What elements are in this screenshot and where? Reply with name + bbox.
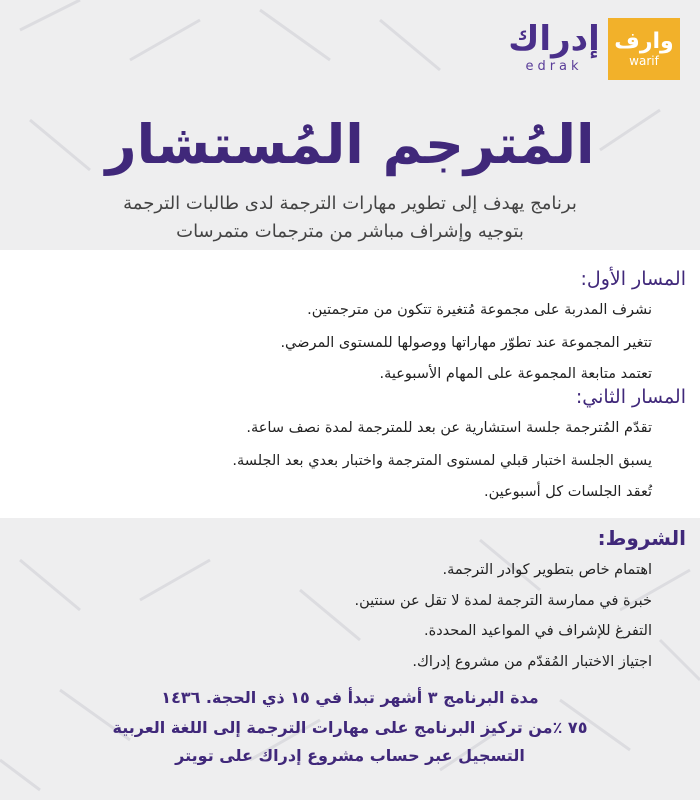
list-item: تعتمد متابعة المجموعة على المهام الأسبوعية. [379, 366, 652, 382]
page-title: المُترجم المُستشار [105, 113, 595, 176]
track-2-heading: المسار الثاني: [575, 386, 686, 408]
subtitle-line-2: بتوجيه وإشراف مباشر من مترجمات متمرسات [176, 221, 524, 242]
list-item: التفرغ للإشراف في المواعيد المحددة. [424, 623, 652, 639]
edrak-logo [508, 18, 600, 80]
edrak-logo-english: edrak [525, 59, 583, 74]
warif-logo-arabic: وارف [614, 29, 674, 54]
list-item: اهتمام خاص بتطوير كوادر الترجمة. [442, 562, 652, 578]
list-item: يسبق الجلسة اختبار قبلي لمستوى المترجمة واختبار بعدي بعد الجلسة. [232, 453, 652, 469]
program-focus: ٧٥ ٪من تركيز البرنامج على مهارات الترجمة إلى اللغة العربية [112, 718, 588, 737]
program-duration: مدة البرنامج ٣ أشهر تبدأ في ١٥ ذي الحجة. ١٤٣٦ [161, 688, 539, 707]
list-item: تقدّم المُترجمة جلسة استشارية عن بعد للمترجمة لمدة نصف ساعة. [246, 420, 652, 436]
warif-logo [608, 18, 680, 80]
list-item: اجتياز الاختبار المُقدّم من مشروع إدراك. [412, 654, 652, 670]
list-item: خبرة في ممارسة الترجمة لمدة لا تقل عن سنتين. [354, 593, 652, 609]
list-item: نشرف المدربة على مجموعة مُتغيرة تتكون من مترجمتين. [307, 302, 652, 318]
warif-logo-english: warif [629, 54, 659, 68]
subtitle-line-1: برنامج يهدف إلى تطوير مهارات الترجمة لدى طالبات الترجمة [123, 193, 577, 214]
tracks-card [0, 250, 700, 518]
page-subtitle [40, 190, 660, 246]
track-1-heading: المسار الأول: [580, 268, 686, 290]
list-item: تُعقد الجلسات كل أسبوعين. [483, 484, 652, 500]
logo-bar [508, 18, 680, 80]
list-item: تتغير المجموعة عند تطوّر مهاراتها ووصولها للمستوى المرضي. [280, 335, 652, 351]
edrak-logo-arabic: إدراك [508, 19, 600, 59]
conditions-heading: الشروط: [597, 526, 686, 550]
conditions-section [0, 518, 700, 690]
registration-info: التسجيل عبر حساب مشروع إدراك على تويتر [175, 746, 525, 765]
